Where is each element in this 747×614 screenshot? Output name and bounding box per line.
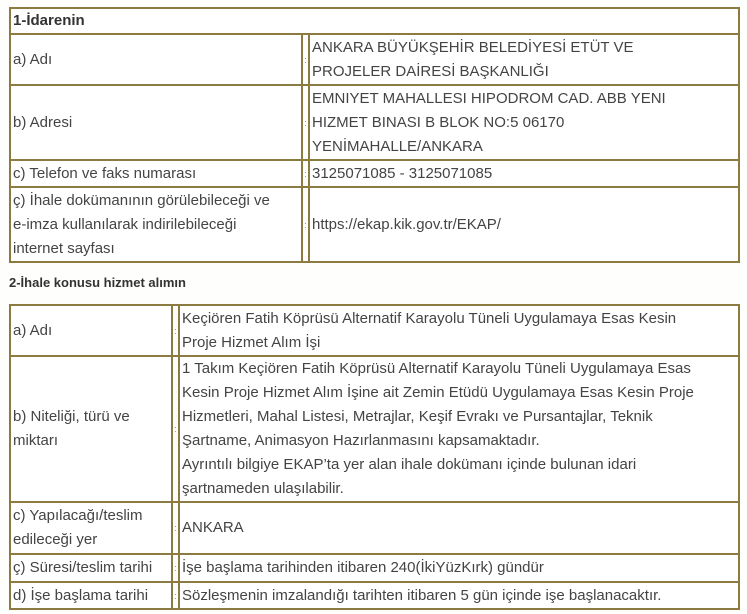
row-label: c) Telefon ve faks numarası xyxy=(10,160,302,187)
table-row xyxy=(10,356,739,502)
row-value: 1 Takım Keçiören Fatih Köprüsü Alternatif Karayolu Tüneli Uygulamaya Esas Kesin Proje Hizmet Alım İşine ait Zemin Etüdü Uygulamaya Esas Kesin Proje Hizmetleri, Mahal Listesi, Metrajlar, Keşif Evrakı ve Pursantajlar, Teknik Şartname, Animasyon Hazırlanmasını kapsamaktadır. Ayrıntılı bilgiye EKAP’ta yer alan ihale dokümanı içinde bulunan idari şartnameden ulaşılabilir. xyxy=(179,356,739,502)
table-row xyxy=(10,34,739,85)
section2-title: 2-İhale konusu hizmet alımın xyxy=(9,275,186,290)
row-label: ç) Süresi/teslim tarihi xyxy=(10,554,172,582)
section1-title: 1-İdarenin xyxy=(10,8,739,34)
row-label: ç) İhale dokümanının görülebileceği ve e-imza kullanılarak indirilebileceği internet sayfası xyxy=(10,187,302,262)
table-row xyxy=(10,187,739,262)
row-label: b) Adresi xyxy=(10,85,302,160)
colon-separator: : xyxy=(302,34,309,85)
table-row xyxy=(10,502,739,554)
colon-separator: : xyxy=(172,582,179,609)
row-value: ANKARA xyxy=(179,502,739,554)
colon-separator: : xyxy=(172,305,179,356)
colon-separator: : xyxy=(302,160,309,187)
row-value: İşe başlama tarihinden itibaren 240(İkiYüzKırk) gündür xyxy=(179,554,739,582)
service-procurement-table xyxy=(9,304,740,610)
colon-separator: : xyxy=(172,356,179,502)
colon-separator: : xyxy=(302,187,309,262)
row-label: d) İşe başlama tarihi xyxy=(10,582,172,609)
colon-separator: : xyxy=(172,502,179,554)
row-value: EMNIYET MAHALLESI HIPODROM CAD. ABB YENI HIZMET BINASI B BLOK NO:5 06170 YENİMAHALLE/ANKARA xyxy=(309,85,739,160)
table-row xyxy=(10,85,739,160)
row-label: b) Niteliği, türü ve miktarı xyxy=(10,356,172,502)
row-value: Sözleşmenin imzalandığı tarihten itibaren 5 gün içinde işe başlanacaktır. xyxy=(179,582,739,609)
colon-separator: : xyxy=(172,554,179,582)
table-row xyxy=(10,305,739,356)
administration-table xyxy=(9,7,740,263)
row-value: Keçiören Fatih Köprüsü Alternatif Karayolu Tüneli Uygulamaya Esas Kesin Proje Hizmet Alım İşi xyxy=(179,305,739,356)
table-row xyxy=(10,160,739,187)
row-value: ANKARA BÜYÜKŞEHİR BELEDİYESİ ETÜT VE PROJELER DAİRESİ BAŞKANLIĞI xyxy=(309,34,739,85)
table-row xyxy=(10,554,739,582)
row-value: 3125071085 - 3125071085 xyxy=(309,160,739,187)
table-row xyxy=(10,582,739,609)
row-label: c) Yapılacağı/teslim edileceği yer xyxy=(10,502,172,554)
colon-separator: : xyxy=(302,85,309,160)
section-header-row xyxy=(10,8,739,34)
row-value-link[interactable]: https://ekap.kik.gov.tr/EKAP/ xyxy=(309,187,739,262)
row-label: a) Adı xyxy=(10,34,302,85)
row-label: a) Adı xyxy=(10,305,172,356)
